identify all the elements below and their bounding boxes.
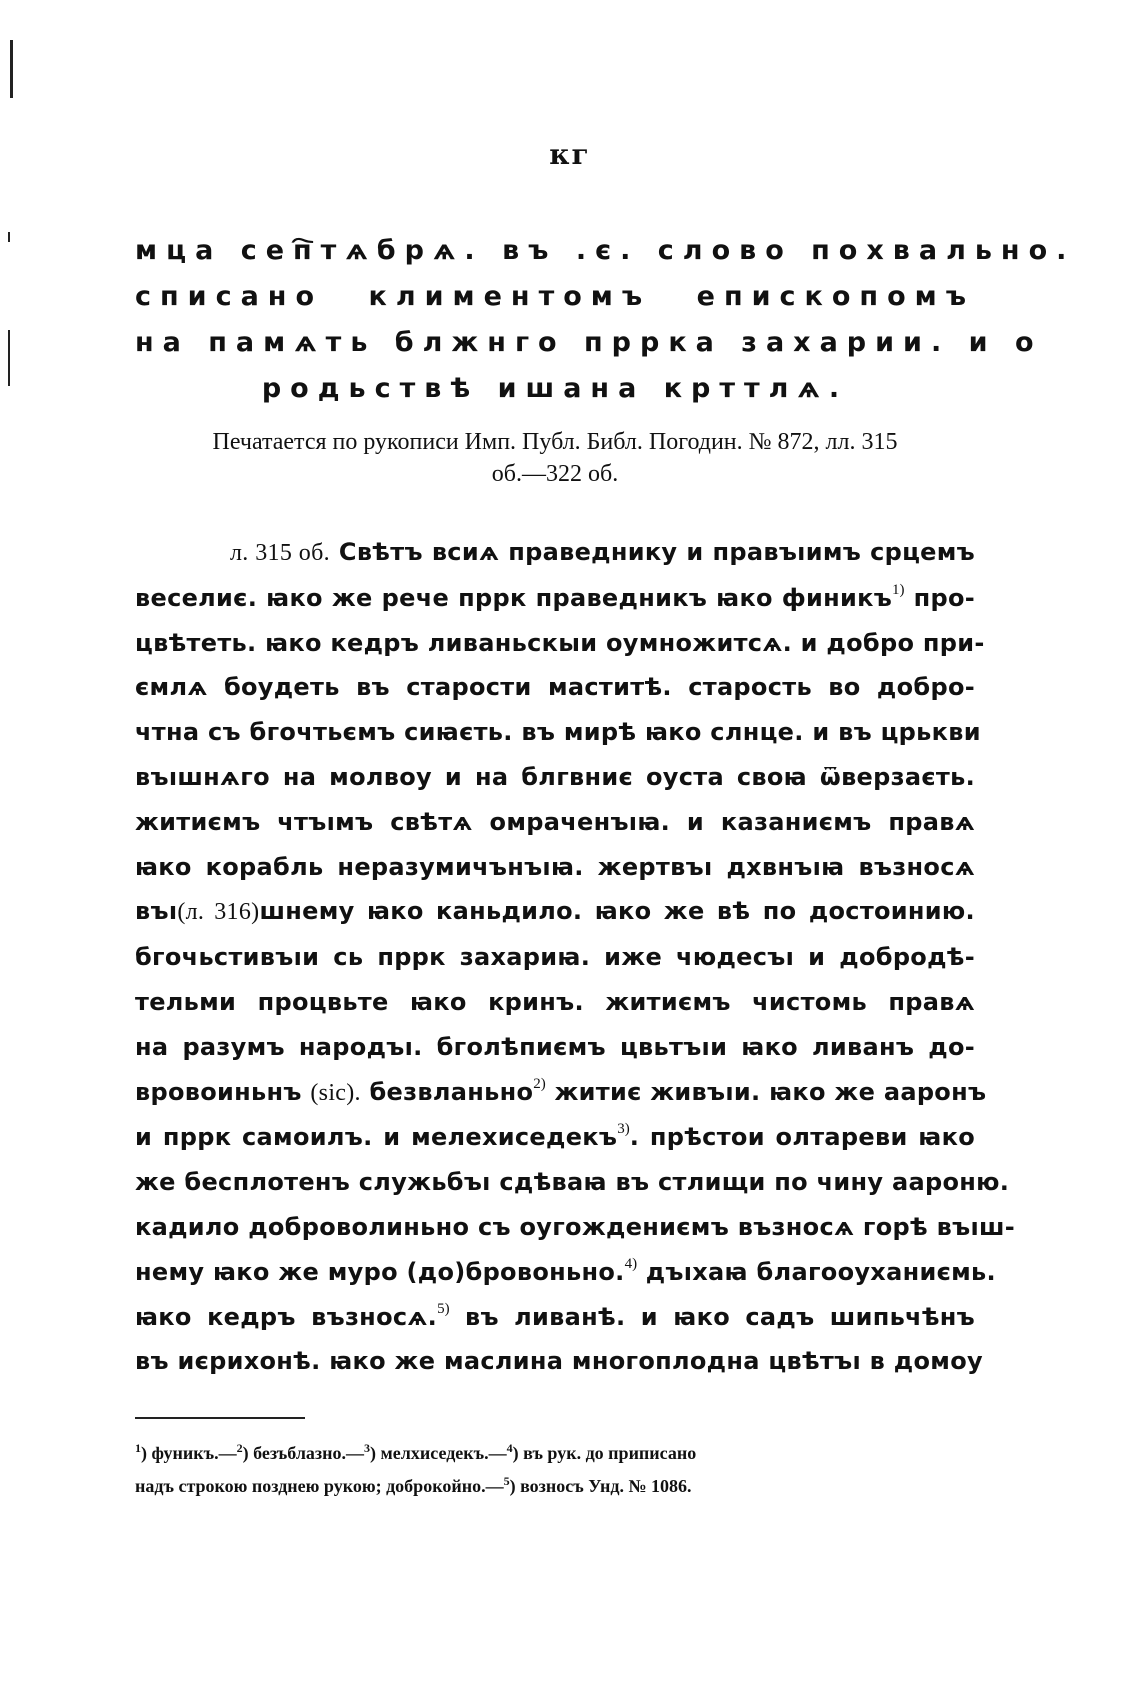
scan-edge-mark	[8, 232, 10, 242]
text-span: веселиє. ꙗко же рече пррк праведникъ ꙗко финикъ	[135, 583, 893, 612]
title-line: родьствѣ ишана крттлѧ.	[261, 373, 849, 404]
footnote-marker: 2)	[533, 1075, 546, 1092]
text-line: житиємъ чтъıмъ свѣтѧ омраченъıꙗ. и казаниємъ правѧ	[135, 807, 975, 836]
text-span: безвланьно	[369, 1077, 534, 1106]
text-span: въı	[135, 897, 178, 926]
text-span: Свѣтъ всиѧ праведнику и правъıимъ срцемъ	[338, 538, 975, 566]
text-line	[135, 1250, 996, 1295]
footnote-separator	[135, 1417, 305, 1419]
footnote-text: ) возносъ Унд. № 1086.	[509, 1476, 692, 1496]
title-line: на памѧть блжнго пррка захарии. и о	[135, 327, 1043, 358]
text-line	[135, 1295, 975, 1340]
sic-note: (sic).	[310, 1079, 361, 1106]
footnotes	[135, 1437, 975, 1503]
source-note-line: Печатается по рукописи Имп. Публ. Библ. Погодин. № 872, лл. 315	[212, 429, 898, 455]
text-span: шнему ꙗко каньдило. ꙗко же вѣ по достоинию.	[259, 897, 975, 926]
text-span: въ ливанѣ. и ꙗко садъ шипьчѣнъ	[464, 1302, 976, 1331]
scan-edge-mark	[10, 40, 13, 98]
footnote-text: ) въ рук. до приписано	[512, 1443, 697, 1463]
footnote-marker: 3)	[617, 1121, 630, 1138]
footnote-marker: 5)	[437, 1300, 450, 1317]
source-note	[135, 426, 975, 490]
title-line: мца сеп҇тѧбрѧ. въ .є. слово похвально.	[135, 235, 1076, 266]
footnote-text: ) мелхиседекъ.—	[370, 1443, 507, 1463]
page-number: кг	[549, 138, 591, 171]
text-span: дъıхаꙗ благооуханиємь.	[645, 1257, 996, 1286]
text-line: бгочьстивъıи сь пррк захариꙗ. иже чюдесъı и добродѣ-	[135, 943, 975, 972]
text-line	[135, 530, 975, 576]
footnote-text: ) фуникъ.—	[141, 1443, 237, 1463]
footnote-number: 4	[506, 1441, 513, 1455]
text-span: про-	[913, 583, 975, 612]
footnote-line	[135, 1470, 975, 1503]
footnote-line	[135, 1437, 975, 1470]
text-line: на разумъ народъı. бголѣпиємъ цвьтъıи ꙗко ливанъ до-	[135, 1032, 975, 1061]
scan-edge-mark	[8, 330, 10, 386]
text-span: ꙗко кедръ възносѧ.	[135, 1302, 438, 1331]
text-span: нему ꙗко же муро (до)бровоньно.	[135, 1257, 625, 1286]
footnote-text: надъ строкою позднею рукою; доброкойно.—	[135, 1476, 504, 1496]
heading-title	[135, 228, 1076, 412]
text-span: вровоиньнъ	[135, 1077, 302, 1106]
footnote-number: 1	[135, 1441, 141, 1455]
text-line: въ иєрихонѣ. ꙗко же маслина многоплодна цвѣтъı в домоу	[135, 1347, 983, 1376]
text-line	[135, 1115, 975, 1160]
text-line: въıшнѧго на молвоу и на блгвниє оуста своꙗ ѿверзаєть.	[135, 762, 975, 791]
text-line: кадило доброволиньно съ оугождениємъ възносѧ горѣ въıш-	[135, 1212, 1016, 1241]
main-text	[135, 530, 1016, 1384]
footnote-marker: 4)	[624, 1255, 638, 1272]
text-line: ꙗко корабль неразумичънъıꙗ. жертвъı дхвнъıꙗ възносѧ	[135, 852, 975, 881]
text-span: и пррк самоилъ. и мелехиседекъ	[135, 1123, 618, 1152]
footnote-marker: 1)	[892, 581, 905, 598]
title-line: списано климентомъ епископомъ	[135, 281, 975, 312]
text-line	[135, 576, 975, 621]
text-line: ємлѧ боудеть въ старости маститѣ. старость во добро-	[135, 673, 975, 702]
source-note-line: об.—322 об.	[491, 461, 619, 487]
text-span: . прѣстои олтареви ꙗко	[629, 1123, 975, 1152]
text-line: тельми процвьте ꙗко кринъ. житиємъ чистомь правѧ	[135, 987, 975, 1016]
footnote-number: 3	[364, 1441, 371, 1455]
text-span: житиє живъıи. ꙗко же ааронъ	[554, 1077, 987, 1106]
folio-reference: (л. 316)	[177, 899, 260, 926]
folio-reference: л. 315 об.	[230, 540, 330, 566]
text-line: цвѣтеть. ꙗко кедръ ливаньскыи оумножитсѧ. и добро при-	[135, 628, 985, 657]
text-line: чтна съ бгочтьємъ сиꙗєть. въ мирѣ ꙗко слнце. и въ црькви	[135, 718, 981, 747]
footnote-number: 5	[503, 1474, 510, 1488]
text-line	[135, 1070, 987, 1116]
text-line: же бесплотенъ служьбъı сдѣваꙗ въ стлищи по чину аароню.	[135, 1168, 1010, 1197]
footnote-number: 2	[236, 1441, 243, 1455]
text-line	[135, 889, 975, 935]
footnote-text: ) безъблазно.—	[242, 1443, 365, 1463]
